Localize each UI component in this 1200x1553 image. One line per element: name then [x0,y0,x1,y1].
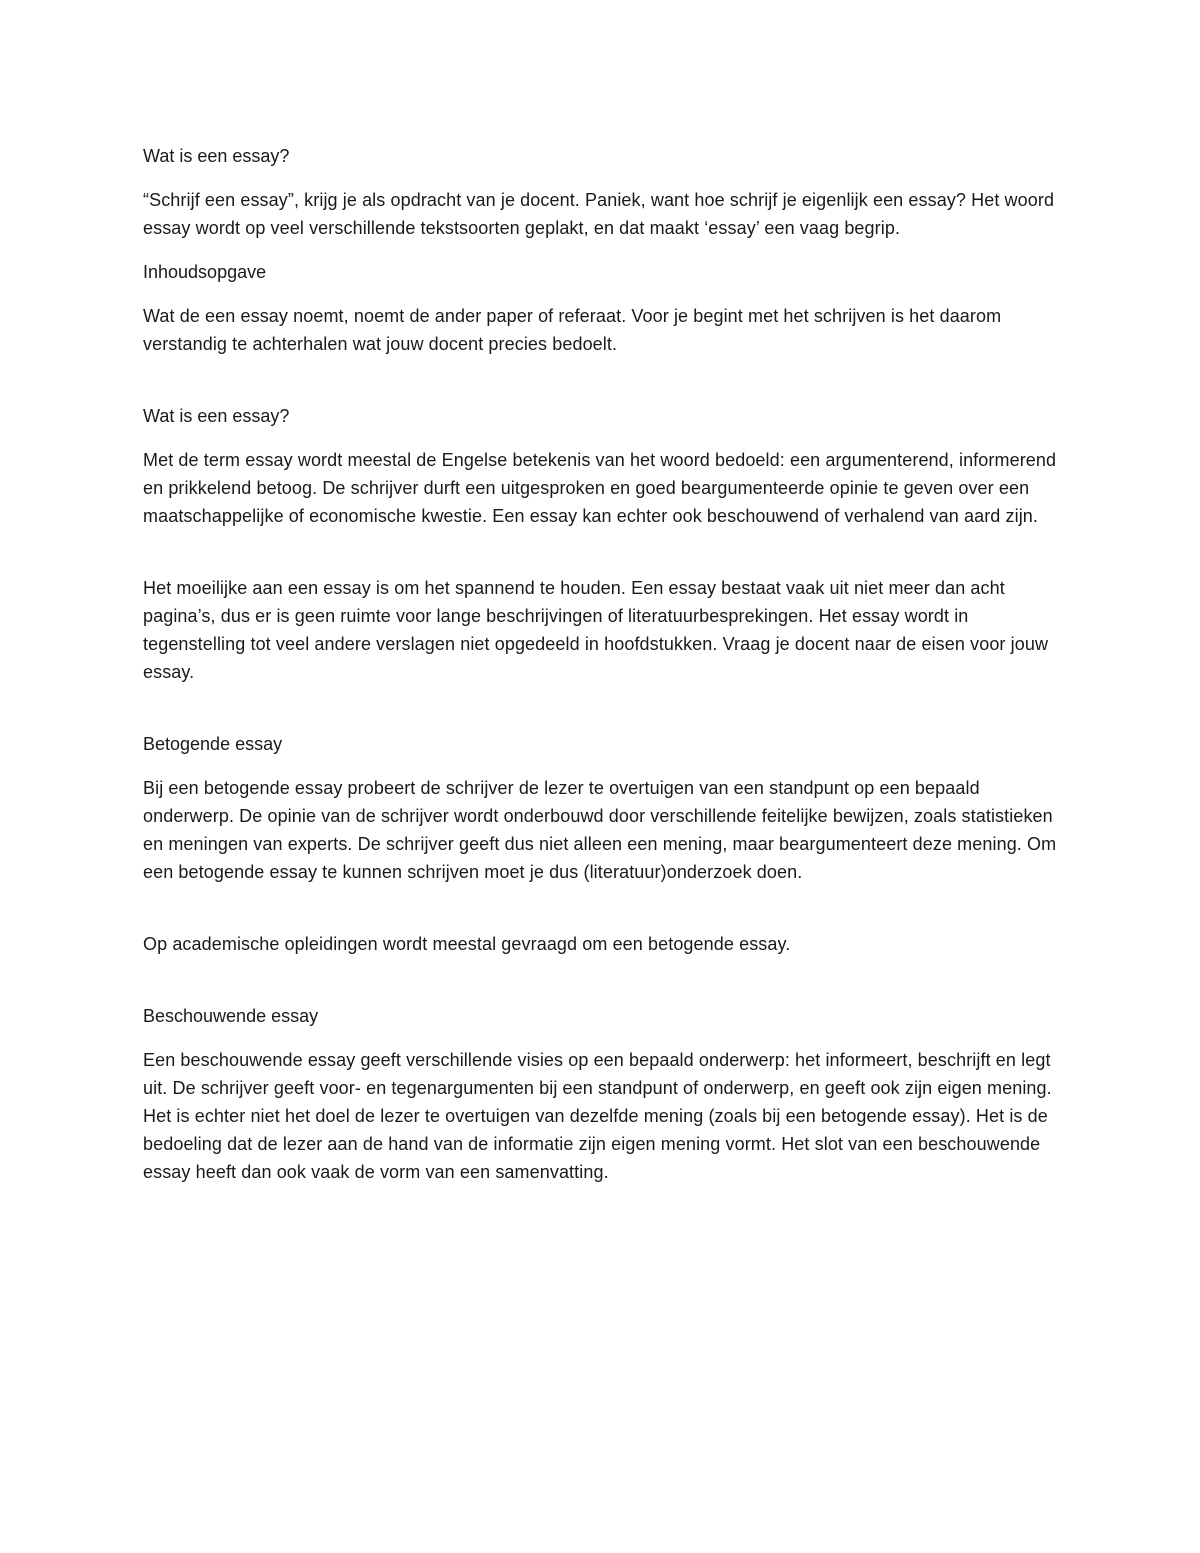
paragraph-definition: Met de term essay wordt meestal de Engelse betekenis van het woord bedoeld: een argumenterend, informerend en prikkelend betoog. De schrijver durft een uitgesproken en goed beargumenteerde opinie te geven over een maatschappelijke of economische kwestie. Een essay kan echter ook beschouwend of verhalend van aard zijn. [143,450,1057,526]
document-body [143,142,1063,1186]
paragraph-difficulty: Het moeilijke aan een essay is om het spannend te houden. Een essay bestaat vaak uit niet meer dan acht pagina’s, dus er is geen ruimte voor lange beschrijvingen of literatuurbesprekingen. Het essay wordt in tegenstelling tot veel andere verslagen niet opgedeeld in hoofdstukken. Vraag je docent naar de eisen voor jouw essay. [143,578,1049,682]
heading-wat-is-een-essay-2: Wat is een essay? [143,406,290,426]
intro-paragraph-2: Wat de een essay noemt, noemt de ander paper of referaat. Voor je begint met het schrijven is het daarom verstandig te achterhalen wat jouw docent precies bedoelt. [143,306,1002,354]
paragraph-academic: Op academische opleidingen wordt meestal gevraagd om een betogende essay. [143,934,791,954]
paragraph-betogende: Bij een betogende essay probeert de schrijver de lezer te overtuigen van een standpunt op een bepaald onderwerp. De opinie van de schrijver wordt onderbouwd door verschillende feitelijke bewijzen, zoals statistieken en meningen van experts. De schrijver geeft dus niet alleen een mening, maar beargumenteert deze mening. Om een betogende essay te kunnen schrijven moet je dus (literatuur)onderzoek doen. [143,778,1057,882]
toc-label: Inhoudsopgave [143,262,267,282]
heading-wat-is-een-essay: Wat is een essay? [143,146,290,166]
intro-paragraph: “Schrijf een essay”, krijg je als opdracht van je docent. Paniek, want hoe schrijf je eigenlijk een essay? Het woord essay wordt op veel verschillende tekstsoorten geplakt, en dat maakt ‘essay’ een vaag begrip. [143,190,1055,238]
heading-beschouwende-essay: Beschouwende essay [143,1006,319,1026]
heading-betogende-essay: Betogende essay [143,734,283,754]
paragraph-beschouwende: Een beschouwende essay geeft verschillende visies op een bepaald onderwerp: het informeert, beschrijft en legt uit. De schrijver geeft voor- en tegenargumenten bij een standpunt of onderwerp, en geeft ook zijn eigen mening. Het is echter niet het doel de lezer te overtuigen van dezelfde mening (zoals bij een betogende essay). Het is de bedoeling dat de lezer aan de hand van de informatie zijn eigen mening vormt. Het slot van een beschouwende essay heeft dan ook vaak de vorm van een samenvatting. [143,1050,1052,1182]
